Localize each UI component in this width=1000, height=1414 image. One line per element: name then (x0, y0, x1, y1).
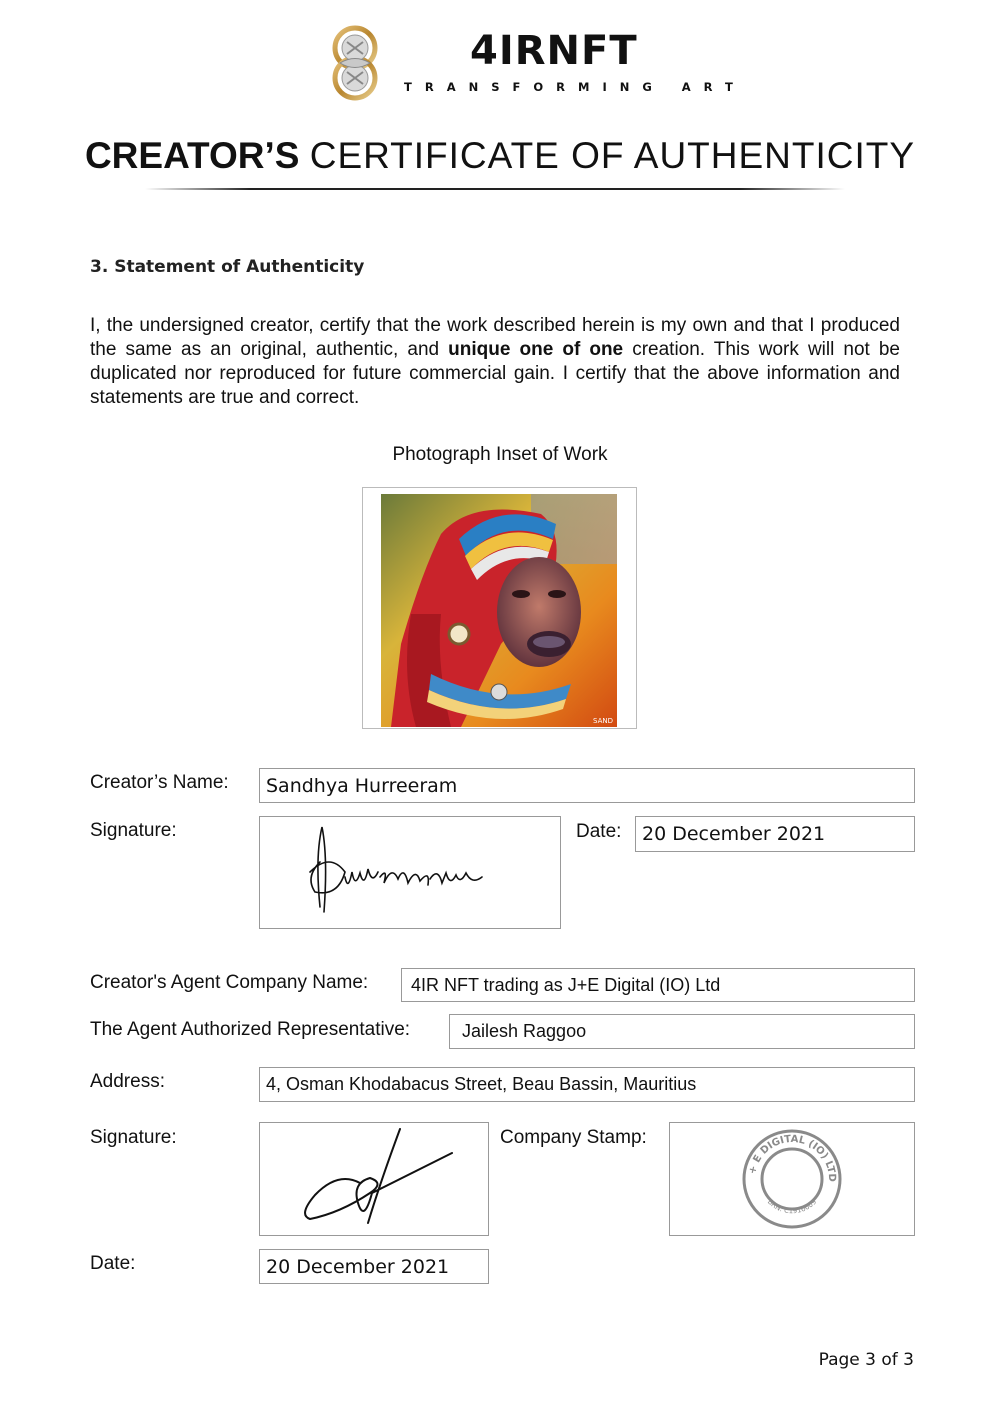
agent-handwritten-signature (260, 1123, 488, 1235)
agent-address-field: 4, Osman Khodabacus Street, Beau Bassin, Mauritius (259, 1067, 915, 1102)
svg-text:BRN: C1916609 (766, 1198, 818, 1215)
agent-rep-label: The Agent Authorized Representative: (90, 1019, 411, 1040)
brand-name: 4IRNFT (470, 28, 638, 74)
agent-company-field: 4IR NFT trading as J+E Digital (IO) Ltd (401, 968, 915, 1002)
title-bold: CREATOR’S (84, 135, 300, 176)
artwork-image (381, 494, 617, 727)
creator-name-field: Sandhya Hurreeram (259, 768, 915, 803)
agent-signature-label: Signature: (90, 1127, 177, 1148)
creator-date-field: 20 December 2021 (635, 816, 915, 852)
statement-text-2: creation. This work will not be duplicated nor reproduced for future commercial gain. I certify that the above information and statements are true and correct. (90, 339, 901, 408)
page-title (0, 135, 1000, 177)
creator-signature-box (259, 816, 561, 929)
brand-tagline: TRANSFORMING ART (404, 80, 746, 94)
company-stamp-label: Company Stamp: (500, 1127, 647, 1148)
brand-logo-icon (316, 24, 394, 102)
page-number: Page 3 of 3 (818, 1350, 914, 1370)
creator-name-label: Creator’s Name: (90, 772, 229, 793)
title-regular: CERTIFICATE OF AUTHENTICITY (309, 135, 916, 176)
title-divider (145, 188, 845, 190)
agent-signature-box (259, 1122, 489, 1236)
photo-caption: Photograph Inset of Work (392, 444, 608, 465)
stamp-text-bottom: BRN: C1916609 (765, 1197, 819, 1216)
creator-handwritten-signature (260, 817, 560, 928)
statement-emphasis: unique one of one (448, 339, 624, 360)
agent-address-label: Address: (90, 1071, 165, 1092)
section-heading: 3. Statement of Authenticity (90, 257, 365, 277)
agent-rep-field: Jailesh Raggoo (449, 1014, 915, 1049)
creator-date-label: Date: (576, 821, 622, 842)
agent-date-label: Date: (90, 1253, 136, 1274)
statement-paragraph (90, 314, 900, 410)
creator-signature-label: Signature: (90, 820, 177, 841)
company-stamp-box (669, 1122, 915, 1236)
artwork-signature: SAND (593, 717, 613, 725)
statement-text-1: I, the undersigned creator, certify that the work described herein is my own and that I produced the same as an original, authentic, and (90, 315, 900, 360)
stamp-text-top: + E DIGITAL (IO) LTD (747, 1133, 838, 1183)
agent-company-label: Creator's Agent Company Name: (90, 972, 369, 993)
agent-date-field: 20 December 2021 (259, 1249, 489, 1284)
company-stamp-seal (737, 1124, 847, 1234)
photo-frame (362, 487, 637, 729)
